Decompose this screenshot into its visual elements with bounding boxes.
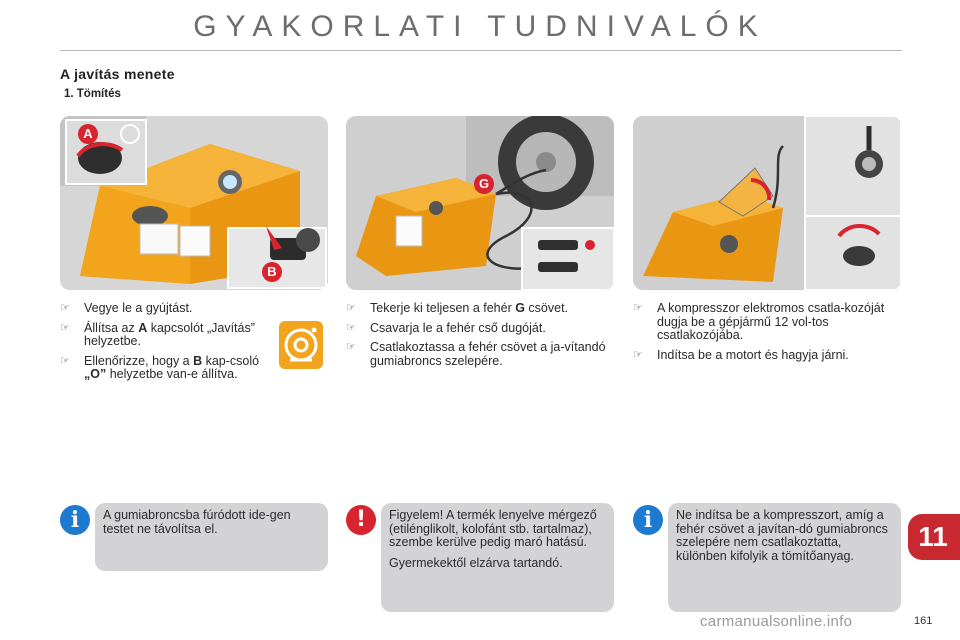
illustration-compressor-switches xyxy=(60,116,328,290)
info-note-foreign-object: A gumiabroncsba fúródott ide-gen testet ne távolítsa el. xyxy=(95,503,328,571)
info-icon: i xyxy=(633,505,663,535)
warning-note-toxic: Figyelem! A termék lenyelve mérgező (etilénglikolt, kolofánt stb. tartalmaz), szembe kerülve pedig maró hatású. Gyermekektől elzárva tartandó. xyxy=(381,503,614,612)
pointing-hand-icon: ☞ xyxy=(346,302,356,314)
info-icon: i xyxy=(60,505,90,535)
step-item: ☞ Tekerje ki teljesen a fehér G csövet. xyxy=(346,301,569,315)
steps-column-1 xyxy=(60,302,272,388)
illustration-hose-to-tyre xyxy=(346,116,614,290)
callout-g: G xyxy=(474,174,494,194)
illustration-12v-socket xyxy=(633,116,901,290)
watermark: carmanualsonline.info xyxy=(700,613,853,630)
title-divider xyxy=(60,50,902,51)
chapter-tab: 11 xyxy=(908,514,960,560)
info-note-compressor: Ne indítsa be a kompresszort, amíg a fehér csövet a javítan-dó gumiabroncs szelepére nem csatlakoztatta, különben kifolyik a tömítőanyag. xyxy=(668,503,901,612)
step-item: ☞ Ellenőrizze, hogy a B kap-csoló „O” helyzetbe van-e állítva. xyxy=(60,353,260,381)
pointing-hand-icon: ☞ xyxy=(346,341,356,353)
section-title: A javítás menete xyxy=(60,66,175,82)
section-subtitle: 1. Tömítés xyxy=(64,88,121,100)
steps-column-3 xyxy=(633,302,901,368)
step-item: ☞ Csavarja le a fehér cső dugóját. xyxy=(346,320,546,335)
page-number: 161 xyxy=(914,615,933,627)
callout-a: A xyxy=(78,124,98,144)
pointing-hand-icon: ☞ xyxy=(633,302,643,314)
pointing-hand-icon: ☞ xyxy=(60,321,70,334)
pointing-hand-icon: ☞ xyxy=(60,354,70,367)
repair-mode-switch-icon xyxy=(278,320,324,370)
steps-column-2 xyxy=(346,302,616,374)
step-item: ☞ A kompresszor elektromos csatla-kozóját dugja be a gépjármű 12 vol-tos csatlakozójába. xyxy=(633,301,885,342)
warning-icon: ! xyxy=(346,505,376,535)
pointing-hand-icon: ☞ xyxy=(60,302,70,314)
step-item: ☞ Állítsa az A kapcsolót „Javítás” helyzetbe. xyxy=(60,320,255,348)
pointing-hand-icon: ☞ xyxy=(346,321,356,334)
step-item: ☞ Vegye le a gyújtást. xyxy=(60,301,193,315)
pointing-hand-icon: ☞ xyxy=(633,348,643,361)
step-item: ☞ Csatlakoztassa a fehér csövet a ja-vítandó gumiabroncs szelepére. xyxy=(346,340,606,368)
callout-b: B xyxy=(262,262,282,282)
step-item: ☞ Indítsa be a motort és hagyja járni. xyxy=(633,347,849,362)
page-title: GYAKORLATI TUDNIVALÓK xyxy=(193,10,767,43)
